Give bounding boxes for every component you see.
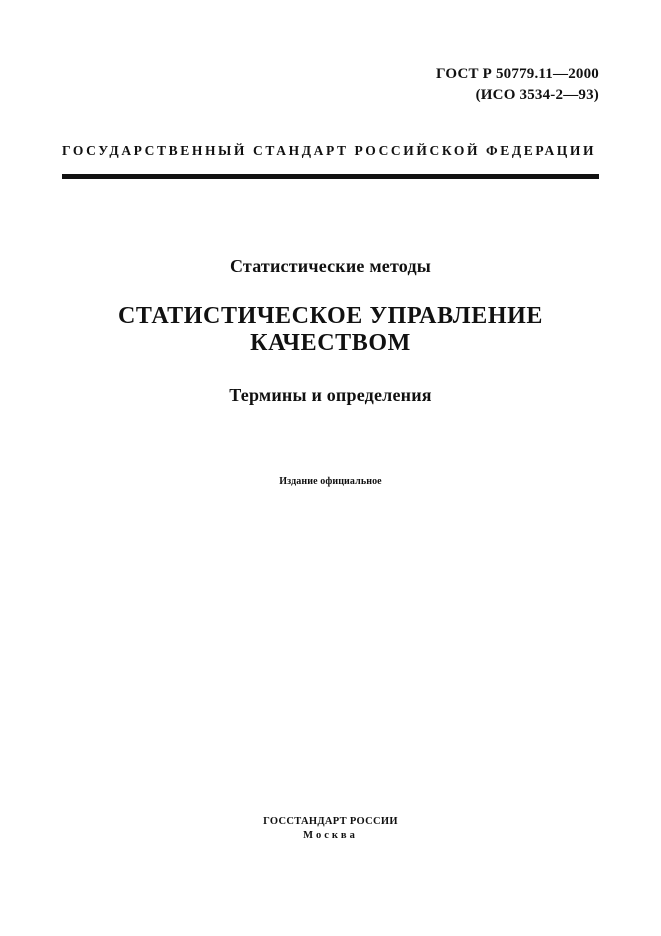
- publisher-name: ГОССТАНДАРТ РОССИИ: [263, 816, 398, 827]
- edition-label: Издание официальное: [279, 476, 382, 487]
- main-title-line-1: СТАТИСТИЧЕСКОЕ УПРАВЛЕНИЕ: [117, 303, 543, 329]
- standard-code-block: [436, 64, 599, 106]
- publisher-block: [0, 815, 661, 843]
- gost-number: ГОСТ Р 50779.11—2000: [436, 66, 599, 82]
- header-rule: [62, 174, 599, 179]
- publisher-city: Москва: [303, 830, 358, 841]
- state-standard-banner: ГОСУДАРСТВЕННЫЙ СТАНДАРТ РОССИЙСКОЙ ФЕДЕРАЦИИ: [62, 143, 597, 158]
- series-title: Статистические методы: [229, 256, 432, 276]
- main-title-line-2: КАЧЕСТВОМ: [250, 330, 411, 356]
- subtitle: Термины и определения: [229, 385, 432, 405]
- iso-number: (ИСО 3534-2—93): [475, 87, 599, 103]
- main-title: [0, 303, 661, 357]
